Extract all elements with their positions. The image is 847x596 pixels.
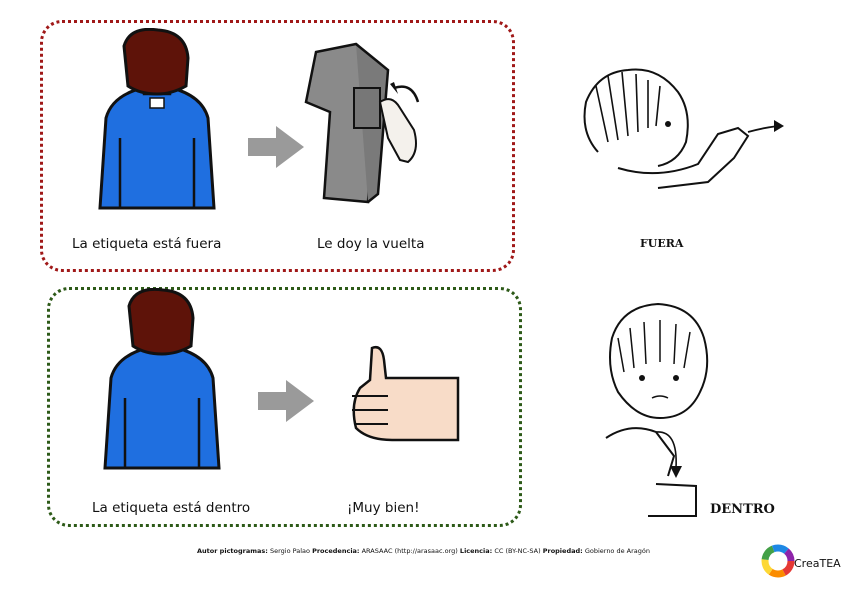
dentro-sign-drawing	[596, 298, 726, 520]
turning-shirt-pictogram	[296, 42, 431, 204]
source-value: ARASAAC (http://arasaac.org)	[361, 547, 458, 555]
caption-label-inside: La etiqueta está dentro	[92, 500, 251, 516]
fuera-sign-label: FUERA	[640, 237, 684, 250]
license-value: CC (BY-NC-SA)	[494, 547, 541, 555]
dentro-sign-label: DENTRO	[710, 502, 775, 517]
person-label-outside-pictogram	[92, 28, 222, 213]
right-arrow-icon	[258, 380, 314, 422]
person-label-inside-pictogram	[97, 288, 227, 473]
caption-label-outside: La etiqueta está fuera	[72, 236, 222, 252]
authors-value: Sergio Palao	[269, 547, 310, 555]
createa-logo-text: CreaTEA	[794, 557, 841, 570]
thumbs-up-icon	[348, 344, 463, 444]
caption-very-good: ¡Muy bien!	[347, 500, 420, 516]
owner-label: Propiedad:	[542, 547, 583, 555]
caption-turn-it-over: Le doy la vuelta	[317, 236, 425, 252]
fuera-sign-drawing	[578, 62, 793, 202]
owner-value: Gobierno de Aragón	[584, 547, 650, 555]
source-label: Procedencia:	[312, 547, 360, 555]
createa-logo	[760, 543, 796, 579]
license-label: Licencia:	[459, 547, 493, 555]
attribution-footer	[0, 547, 847, 555]
authors-label: Autor pictogramas:	[196, 547, 268, 555]
